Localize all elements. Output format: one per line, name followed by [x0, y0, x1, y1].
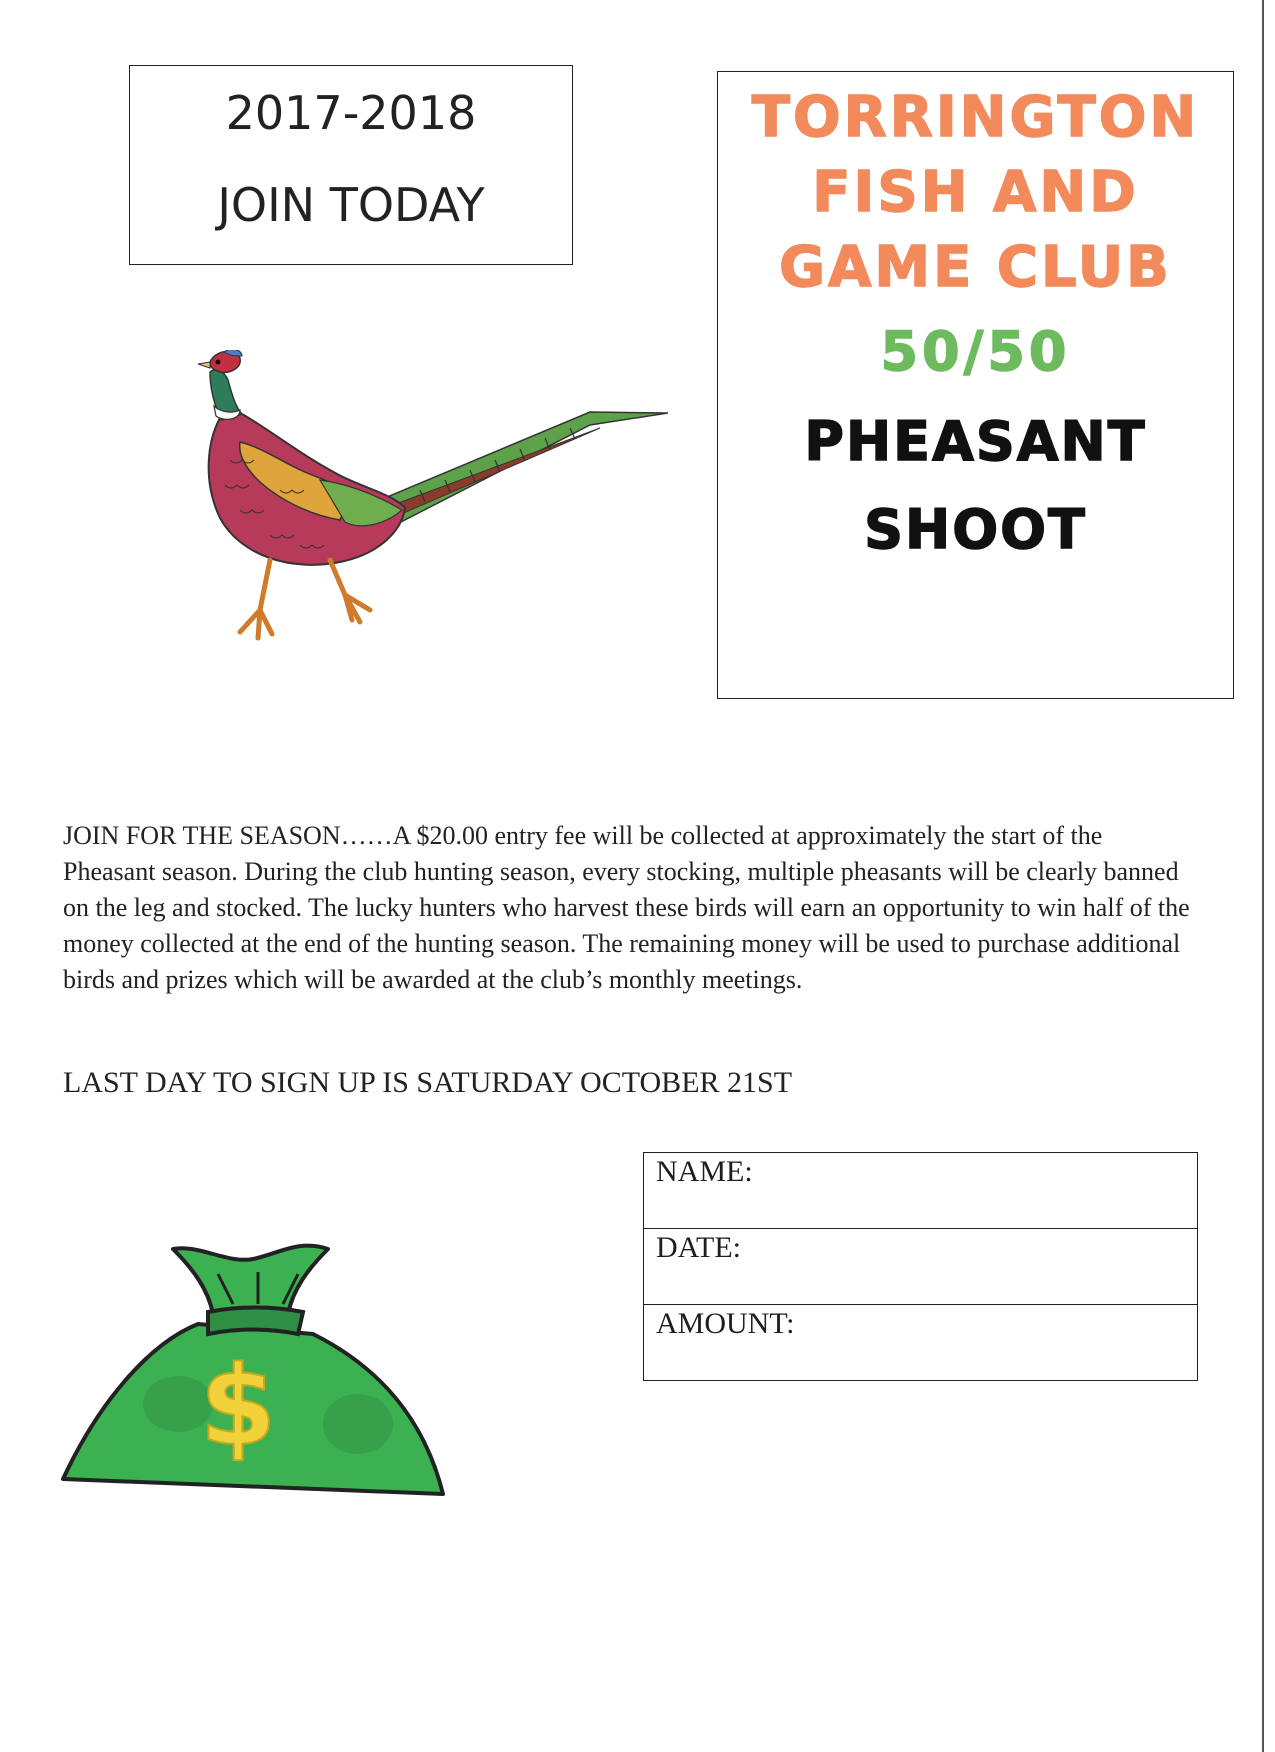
season-year: 2017-2018 — [225, 86, 477, 140]
event-title-box — [717, 71, 1234, 699]
amount-field[interactable] — [644, 1305, 1198, 1381]
event-name-line-2: SHOOT — [864, 498, 1087, 561]
signup-form — [643, 1152, 1198, 1381]
amount-label: AMOUNT: — [656, 1307, 795, 1340]
date-label: DATE: — [656, 1231, 741, 1264]
name-label: NAME: — [656, 1155, 753, 1188]
date-field[interactable] — [644, 1229, 1198, 1305]
description-paragraph: JOIN FOR THE SEASON……A $20.00 entry fee will be collected at approximately the start of the Pheasant season. During the club hunting season, every stocking, multiple pheasants will be clearly banned on the leg and stocked. The lucky hunters who harvest these birds will earn an opportunity to win half of the money collected at the end of the hunting season. The remaining money will be used to purchase additional birds and prizes which will be awarded at the club’s monthly meetings. — [63, 821, 1190, 994]
join-today-text: JOIN TODAY — [217, 178, 485, 232]
club-name-line-1: TORRINGTON — [751, 85, 1200, 150]
name-field[interactable] — [644, 1153, 1198, 1229]
event-name-line-1: PHEASANT — [804, 410, 1147, 473]
pheasant-illustration — [180, 350, 670, 660]
signup-deadline: LAST DAY TO SIGN UP IS SATURDAY OCTOBER 21ST — [63, 1066, 793, 1099]
club-name-line-3: GAME CLUB — [779, 235, 1172, 300]
svg-text:$: $ — [199, 1342, 277, 1470]
money-bag-icon — [58, 1234, 448, 1504]
join-today-box — [129, 65, 573, 265]
scan-edge-line — [1262, 0, 1264, 1752]
fifty-fifty-title: 50/50 — [880, 320, 1071, 383]
club-name-line-2: FISH AND — [812, 160, 1139, 225]
